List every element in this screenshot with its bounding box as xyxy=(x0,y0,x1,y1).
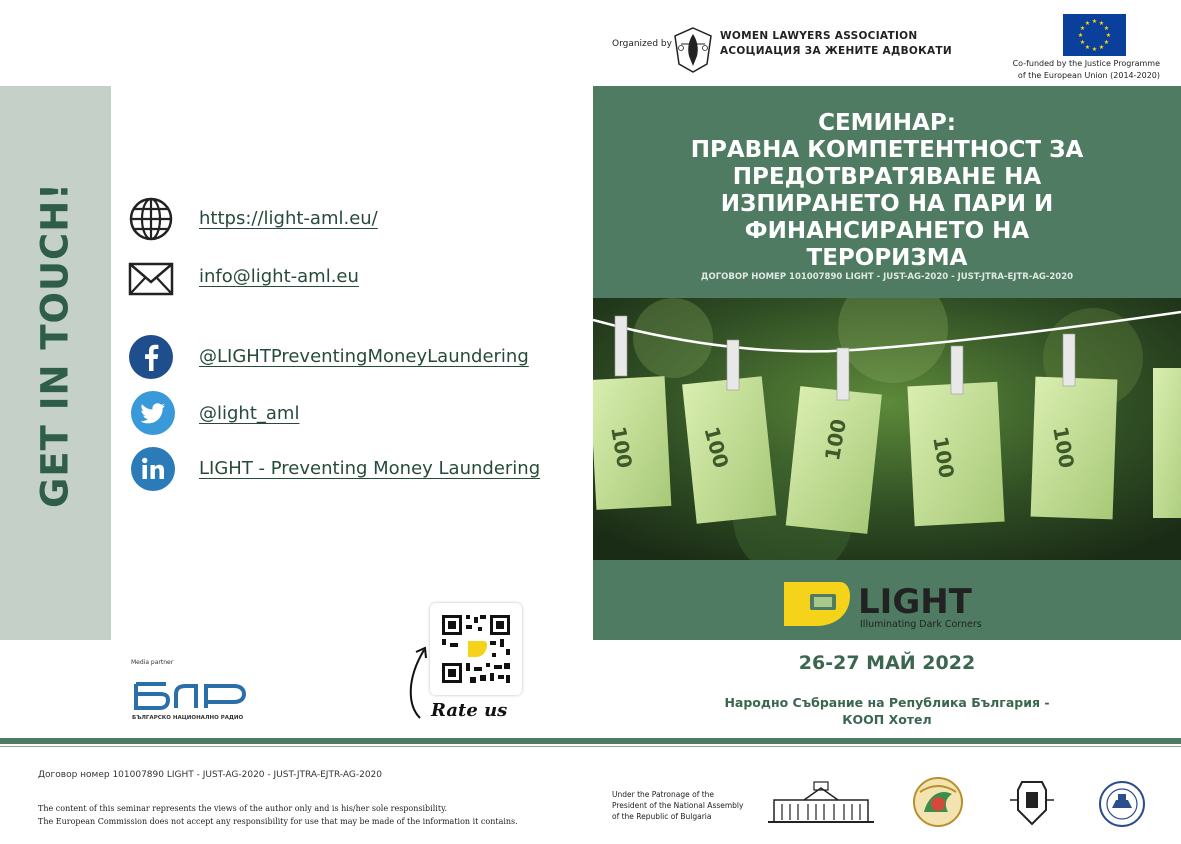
svg-text:★: ★ xyxy=(1084,20,1091,27)
banknote-value: 100 xyxy=(606,424,638,470)
association-name-en: WOMEN LAWYERS ASSOCIATION xyxy=(720,30,918,42)
banknote-value: 100 xyxy=(820,417,851,463)
twitter-icon xyxy=(130,390,176,436)
seminar-contract-number: ДОГОВОР НОМЕР 101007890 LIGHT - JUST-AG-2020 - JUST-JTRA-EJTR-AG-2020 xyxy=(700,272,1074,282)
svg-text:★: ★ xyxy=(1084,44,1091,51)
seminar-title-line-6: ТЕРОРИЗМА xyxy=(806,245,968,271)
linkedin-link[interactable]: LIGHT - Preventing Money Laundering xyxy=(199,458,541,479)
get-in-touch-heading: GET IN TOUCH! xyxy=(33,181,77,509)
bar-association-emblem-icon xyxy=(1004,774,1060,830)
twitter-link[interactable]: @light_aml xyxy=(199,403,300,424)
association-name-bg: АСОЦИАЦИЯ ЗА ЖЕНИТЕ АДВОКАТИ xyxy=(720,45,952,57)
footer-contract-number: Договор номер 101007890 LIGHT - JUST-AG-2020 - JUST-JTRA-EJTR-AG-2020 xyxy=(38,770,383,780)
envelope-icon xyxy=(128,256,174,302)
disclaimer-line-1: The content of this seminar represents the views of the author only and is his/her sole responsibility. xyxy=(38,804,448,813)
seminar-venue-line-2: КООП Хотел xyxy=(842,712,932,727)
svg-text:★: ★ xyxy=(1103,25,1110,32)
light-logo-name: LIGHT xyxy=(858,582,972,622)
seal-emblem-icon xyxy=(1094,776,1150,832)
organized-by-label: Organized by xyxy=(612,39,672,49)
facebook-link[interactable]: @LIGHTPreventingMoneyLaundering xyxy=(199,346,529,367)
svg-text:★: ★ xyxy=(1103,39,1110,46)
seminar-title xyxy=(593,110,1181,272)
patronage-line-3: of the Republic of Bulgaria xyxy=(612,812,712,821)
media-partner-label: Media partner xyxy=(131,659,174,666)
bnr-logo xyxy=(130,674,252,722)
seminar-title-line-5: ФИНАНСИРАНЕТО НА xyxy=(744,218,1030,244)
seminar-title-line-3: ПРЕДОТВРАТЯВАНЕ НА xyxy=(732,164,1042,190)
eu-cofunded-line-1: Co-funded by the Justice Programme xyxy=(1012,59,1160,68)
women-lawyers-logo xyxy=(671,26,715,74)
money-laundering-photo xyxy=(593,298,1181,560)
qr-code-card[interactable] xyxy=(430,603,522,695)
qr-code[interactable] xyxy=(430,603,522,695)
bnr-caption: БЪЛГАРСКО НАЦИОНАЛНО РАДИО xyxy=(132,715,244,721)
svg-text:★: ★ xyxy=(1079,39,1086,46)
svg-text:★: ★ xyxy=(1091,18,1098,25)
patronage-line-2: President of the National Assembly xyxy=(612,801,744,810)
seminar-title-line-2: ПРАВНА КОМПЕТЕНТНОСТ ЗА xyxy=(690,137,1084,163)
patronage-text xyxy=(612,789,743,822)
footer-divider xyxy=(0,738,1181,744)
svg-text:★: ★ xyxy=(1077,32,1084,39)
facebook-icon xyxy=(128,334,174,380)
svg-text:★: ★ xyxy=(1079,25,1086,32)
eu-disclaimer xyxy=(38,802,518,828)
light-logo xyxy=(780,576,1000,632)
arrow-icon xyxy=(402,640,430,720)
seminar-title-line-4: ИЗПИРАНЕТО НА ПАРИ И xyxy=(720,191,1054,217)
email-link[interactable]: info@light-aml.eu xyxy=(199,266,359,287)
banknote-value: 100 xyxy=(699,424,734,471)
svg-text:★: ★ xyxy=(1098,44,1105,51)
banknote-value: 100 xyxy=(928,434,960,480)
eu-flag-icon xyxy=(1063,14,1126,56)
banknote-value: 100 xyxy=(1048,424,1080,470)
eu-cofunded-line-2: of the European Union (2014-2020) xyxy=(1017,71,1160,80)
patronage-line-1: Under the Patronage of the xyxy=(612,790,715,799)
eu-cofunded-text xyxy=(1010,58,1160,82)
globe-icon xyxy=(128,196,174,242)
svg-text:★: ★ xyxy=(1105,32,1112,39)
svg-text:★: ★ xyxy=(1091,46,1098,53)
seminar-venue-line-1: Народно Събрание на Република България - xyxy=(724,695,1050,710)
linkedin-icon xyxy=(130,446,176,492)
website-link[interactable]: https://light-aml.eu/ xyxy=(199,208,378,229)
seminar-title-line-1: СЕМИНАР: xyxy=(818,110,956,136)
svg-text:★: ★ xyxy=(1098,20,1105,27)
footer-divider-thin xyxy=(0,746,1181,747)
seminar-venue xyxy=(593,694,1181,728)
national-assembly-building-icon xyxy=(764,778,878,826)
seminar-dates: 26-27 МАЙ 2022 xyxy=(798,652,976,674)
light-logo-tagline: Illuminating Dark Corners xyxy=(860,619,982,630)
dragon-emblem-icon xyxy=(910,774,966,830)
rate-us-label: Rate us xyxy=(431,700,508,721)
disclaimer-line-2: The European Commission does not accept any responsibility for use that may be made of the information it contains. xyxy=(38,817,518,826)
